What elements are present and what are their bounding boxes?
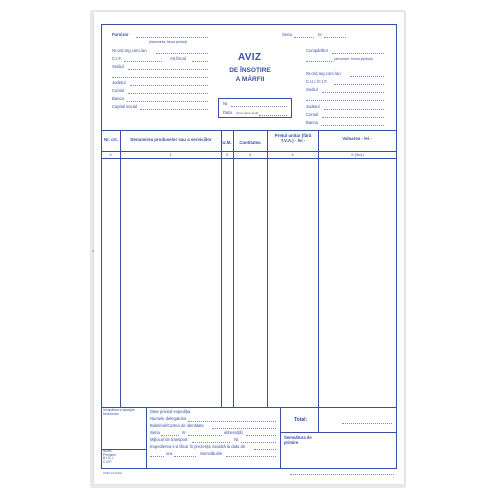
column-divider-1: [120, 130, 121, 407]
box-date-label: Data: [223, 110, 232, 115]
column-divider-3: [233, 130, 234, 407]
form-frame: [101, 24, 397, 469]
signatures-label: Semnăturile: [200, 451, 223, 456]
buyer-account-label: Contul: [306, 112, 319, 117]
column-header-quantity: Cantitatea: [239, 140, 261, 145]
column-header-description: Denumirea produselor sau a serviciilor: [130, 137, 212, 142]
supplier-account-label: Contul: [112, 88, 125, 93]
column-header-unit-price: Prețul unitar (fără T.V.A.) - lei -: [274, 133, 312, 143]
expedition-date-line-2: [150, 456, 164, 457]
issued-by-label: eliberat(ă): [224, 430, 243, 435]
column-header-um: U.M.: [222, 140, 232, 145]
table-number-rule: [101, 158, 397, 159]
delegate-cnp-label: C.N.P.: [103, 459, 112, 464]
series-label: Seria: [282, 32, 292, 37]
shipping-data-label: Date privind expediția: [150, 409, 191, 414]
id-card-line: [212, 428, 276, 429]
buyer-county-label: Județul: [306, 104, 320, 109]
supplier-hint: (denumirea, forma juridică): [149, 40, 188, 44]
transport-label: Mijlocul de transport: [150, 437, 188, 442]
column-divider-4: [267, 130, 268, 407]
supplier-bank-label: Banca: [112, 96, 124, 101]
expedition-presence-label: Expedierea s-a făcut în prezența noastră la data de: [150, 444, 246, 449]
buyer-hint: (denumire, forma juridică): [334, 56, 373, 61]
transport-number-label: Nr.: [234, 437, 240, 442]
delegate-name-field-label: Numele delegatului: [150, 416, 186, 421]
box-date-hint: (ziua, luna, anul): [236, 110, 259, 115]
supplier-capital-label: Capital social: [112, 104, 137, 109]
column-number-5: 5 (3x4): [351, 152, 364, 157]
delegate-name-label: Nume: [103, 449, 112, 453]
supplier-county-label: Județul: [112, 80, 126, 85]
signatures-line: [226, 456, 276, 457]
column-number-3: 3: [248, 152, 252, 157]
buyer-bank-label: Banca: [306, 120, 318, 125]
issued-by-line: [246, 435, 276, 436]
supplier-label: Furnizor: [112, 32, 129, 37]
buyer-address-label: Sediul: [306, 87, 318, 92]
total-label: Total:: [294, 417, 308, 423]
print-footer-line: [290, 474, 394, 475]
id-series-line: [161, 435, 179, 436]
footer-divider-mid: [280, 407, 281, 469]
hour-label: ora: [166, 451, 173, 456]
buyer-reg-label: Nr.ord.reg.com./an: [306, 71, 341, 76]
column-number-4: 4: [291, 152, 294, 157]
box-number-label: Nr.: [223, 101, 229, 106]
form-code: COD 14-3-6/A: [103, 471, 123, 475]
invoice-form-sheet: [94, 12, 404, 484]
receipt-signature-label: Semnătura de primire: [284, 435, 312, 445]
column-divider-5: [318, 130, 319, 407]
column-number-0: 0: [109, 152, 112, 157]
column-number-2: 2: [225, 152, 229, 157]
document-subtitle-line1: DE ÎNSOȚIRE: [229, 67, 271, 74]
delegate-surname-label: Prenume: [103, 452, 116, 457]
transport-line: [192, 442, 230, 443]
column-number-1: 1: [169, 152, 172, 157]
supplier-signature-label: Semnătura și ștampila furnizorului: [103, 408, 135, 416]
id-series-label: Seria: [150, 430, 160, 435]
column-header-nr: Nr. crt.: [104, 137, 118, 142]
column-header-value: Valoarea - lei -: [342, 136, 372, 141]
transport-number-line: [241, 442, 276, 443]
table-top-rule: [101, 130, 397, 131]
buyer-cui-label: C.U.I./C.I.F.: [306, 79, 328, 84]
buyer-label: Cumpărător: [306, 48, 329, 53]
total-line: [342, 423, 392, 424]
fold-mark: ×: [92, 248, 95, 253]
footer-total-divider: [318, 407, 319, 432]
document-subtitle-line2: A MĂRFII: [235, 76, 265, 83]
column-divider-2: [221, 130, 222, 407]
id-number-label: nr.: [182, 430, 187, 435]
delegate-name-line: [188, 421, 276, 422]
id-card-label: Buletinul/Cartea de identitate: [150, 423, 204, 428]
hour-line: [174, 456, 196, 457]
footer-total-rule: [280, 432, 397, 433]
expedition-date-line: [254, 449, 276, 450]
supplier-fiscal-label: Atr.fiscal: [170, 56, 186, 61]
supplier-reg-label: Nr.ord.reg.com./an: [112, 48, 147, 53]
document-title: AVIZ: [238, 52, 262, 63]
footer-divider-left: [146, 407, 147, 469]
supplier-address-label: Sediul: [112, 64, 124, 69]
supplier-cif-label: C.I.F.: [112, 56, 122, 61]
delegate-id-label: B.I./C.I.: [103, 456, 114, 461]
series-number-label: nr.: [318, 32, 323, 37]
id-number-line: [188, 435, 222, 436]
